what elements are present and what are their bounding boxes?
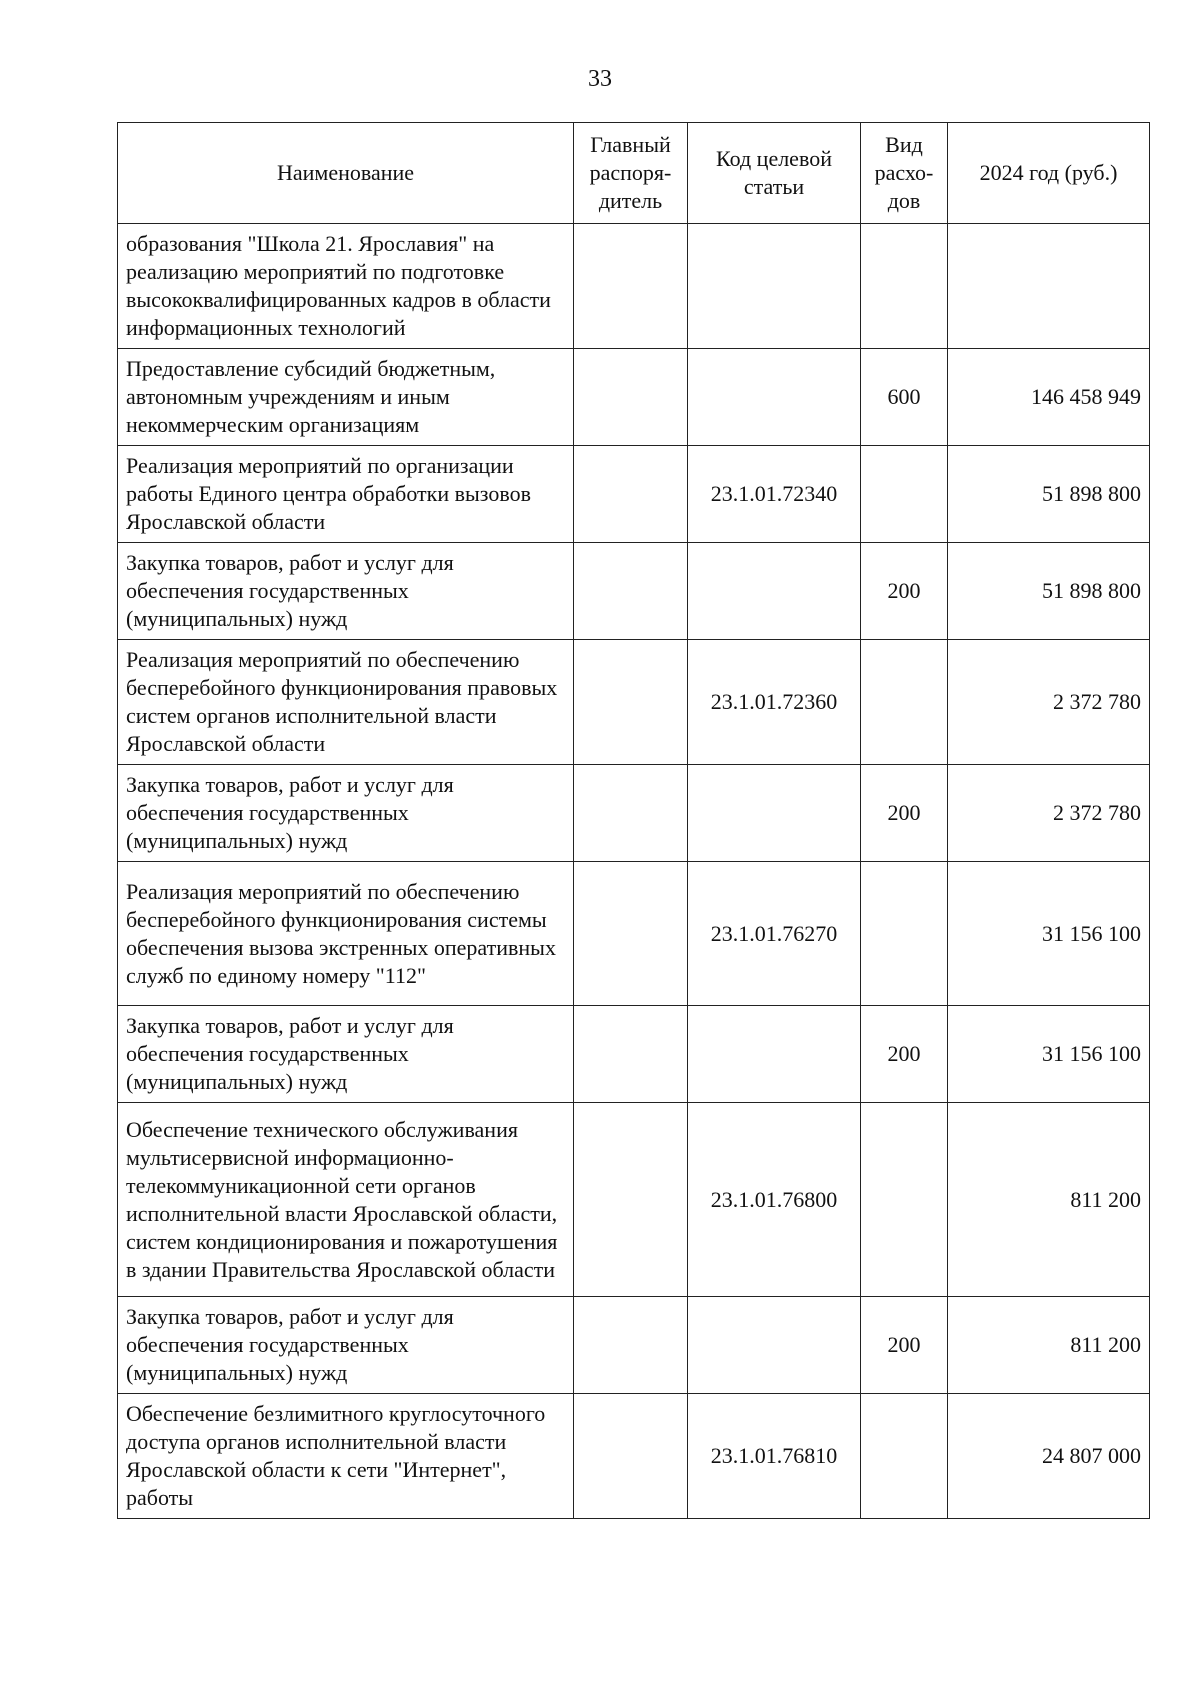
table-row	[118, 224, 1150, 349]
table-row	[118, 543, 1150, 640]
budget-table	[117, 122, 1150, 1519]
cell-name: Закупка товаров, работ и услуг для обеспечения государственных (муниципальных) нужд	[118, 765, 574, 862]
table-row	[118, 765, 1150, 862]
cell-expense-type	[861, 862, 948, 1006]
cell-amount	[948, 224, 1150, 349]
cell-amount: 51 898 800	[948, 446, 1150, 543]
cell-amount: 51 898 800	[948, 543, 1150, 640]
cell-name: Реализация мероприятий по организации работы Единого центра обработки вызовов Ярославской области	[118, 446, 574, 543]
cell-amount: 31 156 100	[948, 862, 1150, 1006]
cell-expense-type: 200	[861, 543, 948, 640]
table-row	[118, 349, 1150, 446]
cell-expense-type: 200	[861, 1297, 948, 1394]
cell-main-manager	[574, 543, 688, 640]
table-row	[118, 1006, 1150, 1103]
table-body	[118, 224, 1150, 1519]
cell-expense-type	[861, 1394, 948, 1519]
cell-name: Реализация мероприятий по обеспечению бесперебойного функционирования системы обеспечения вызова экстренных оперативных служб по единому номеру "112"	[118, 862, 574, 1006]
cell-target-code: 23.1.01.72340	[688, 446, 861, 543]
cell-main-manager	[574, 349, 688, 446]
table-row	[118, 1394, 1150, 1519]
cell-main-manager	[574, 1103, 688, 1297]
cell-name: Реализация мероприятий по обеспечению бесперебойного функционирования правовых систем органов исполнительной власти Ярославской области	[118, 640, 574, 765]
cell-target-code	[688, 543, 861, 640]
cell-name: Обеспечение безлимитного круглосуточного доступа органов исполнительной власти Ярославской области к сети "Интернет", работы	[118, 1394, 574, 1519]
table-row	[118, 862, 1150, 1006]
cell-name: Закупка товаров, работ и услуг для обеспечения государственных (муниципальных) нужд	[118, 543, 574, 640]
table-row	[118, 446, 1150, 543]
cell-target-code	[688, 224, 861, 349]
cell-main-manager	[574, 446, 688, 543]
cell-expense-type	[861, 224, 948, 349]
cell-target-code	[688, 1006, 861, 1103]
header-amount-2024: 2024 год (руб.)	[948, 123, 1150, 224]
cell-main-manager	[574, 640, 688, 765]
table-row	[118, 1297, 1150, 1394]
cell-amount: 24 807 000	[948, 1394, 1150, 1519]
cell-amount: 2 372 780	[948, 640, 1150, 765]
table-header-row	[118, 123, 1150, 224]
cell-main-manager	[574, 765, 688, 862]
cell-main-manager	[574, 1394, 688, 1519]
cell-target-code: 23.1.01.76810	[688, 1394, 861, 1519]
cell-main-manager	[574, 224, 688, 349]
cell-expense-type: 200	[861, 1006, 948, 1103]
header-name: Наименование	[118, 123, 574, 224]
cell-name: образования "Школа 21. Ярославия" на реализацию мероприятий по подготовке высококвалифицированных кадров в области информационных технологий	[118, 224, 574, 349]
cell-expense-type	[861, 446, 948, 543]
cell-amount: 2 372 780	[948, 765, 1150, 862]
cell-expense-type	[861, 640, 948, 765]
cell-name: Предоставление субсидий бюджетным, автономным учреждениям и иным некоммерческим организациям	[118, 349, 574, 446]
cell-target-code	[688, 1297, 861, 1394]
cell-target-code	[688, 349, 861, 446]
cell-main-manager	[574, 1006, 688, 1103]
cell-expense-type: 200	[861, 765, 948, 862]
cell-main-manager	[574, 862, 688, 1006]
table-row	[118, 640, 1150, 765]
page-number: 33	[588, 66, 612, 92]
cell-expense-type	[861, 1103, 948, 1297]
cell-name: Закупка товаров, работ и услуг для обеспечения государственных (муниципальных) нужд	[118, 1006, 574, 1103]
header-target-code: Код целевой статьи	[688, 123, 861, 224]
cell-target-code: 23.1.01.72360	[688, 640, 861, 765]
cell-target-code	[688, 765, 861, 862]
cell-name: Обеспечение технического обслуживания мультисервисной информационно-телекоммуникационной сети органов исполнительной власти Ярославской области, систем кондиционирования и пожаротушения в здании Правительства Ярославской области	[118, 1103, 574, 1297]
header-expense-type: Вид расхо-дов	[861, 123, 948, 224]
cell-name: Закупка товаров, работ и услуг для обеспечения государственных (муниципальных) нужд	[118, 1297, 574, 1394]
cell-amount: 811 200	[948, 1297, 1150, 1394]
cell-target-code: 23.1.01.76270	[688, 862, 861, 1006]
cell-amount: 146 458 949	[948, 349, 1150, 446]
header-main-manager: Главный распоря-дитель	[574, 123, 688, 224]
cell-amount: 811 200	[948, 1103, 1150, 1297]
cell-expense-type: 600	[861, 349, 948, 446]
cell-main-manager	[574, 1297, 688, 1394]
cell-target-code: 23.1.01.76800	[688, 1103, 861, 1297]
cell-amount: 31 156 100	[948, 1006, 1150, 1103]
table-row	[118, 1103, 1150, 1297]
